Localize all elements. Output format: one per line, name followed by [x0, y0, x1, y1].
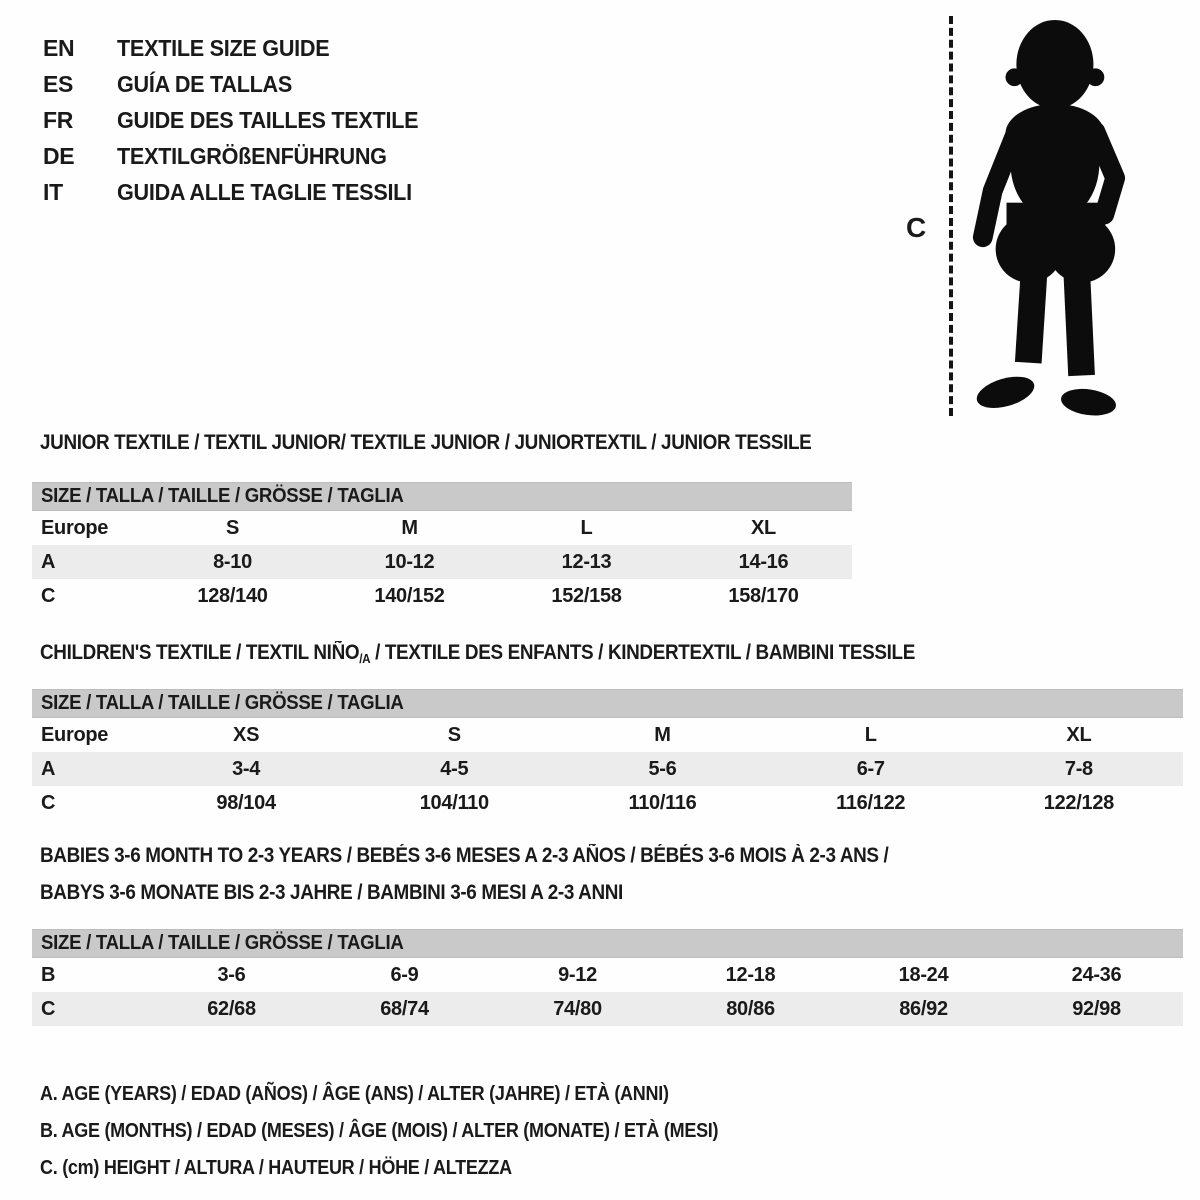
height-measure-label: C [906, 212, 927, 243]
age-cell: 10-12 [384, 550, 435, 573]
height-cell: 128/140 [197, 584, 268, 607]
height-cell: 122/128 [1043, 791, 1114, 814]
legend-line-height-cm: C. (cm) HEIGHT / ALTURA / HAUTEUR / HÖHE / ALTEZZA [40, 1157, 512, 1179]
row-label: C [41, 997, 56, 1020]
height-cell: 110/116 [628, 791, 697, 814]
row-label: A [41, 550, 56, 573]
babies-size-header-bar [32, 929, 1183, 958]
children-title-main: CHILDREN'S TEXTILE / TEXTIL NIÑO [40, 641, 360, 664]
guide-title-fr: GUIDE DES TAILLES TEXTILE [117, 106, 419, 133]
size-header-label: SIZE / TALLA / TAILLE / GRÖSSE / TAGLIA [41, 485, 404, 507]
height-cell: 116/122 [836, 791, 906, 814]
age-cell: 8-10 [213, 550, 252, 573]
language-row-es [43, 66, 438, 102]
language-title-list [43, 30, 438, 210]
row-label: Europe [41, 516, 109, 539]
size-cell: S [447, 723, 461, 746]
language-row-en [43, 30, 438, 66]
size-cell: L [580, 516, 593, 539]
age-cell: 3-4 [232, 757, 261, 780]
months-cell: 3-6 [217, 963, 246, 986]
height-cell: 80/86 [726, 997, 775, 1020]
language-row-de [43, 138, 438, 174]
size-cell: L [864, 723, 877, 746]
months-cell: 18-24 [898, 963, 949, 986]
babies-row-height [32, 992, 1183, 1026]
children-row-height [32, 786, 1183, 820]
months-cell: 6-9 [390, 963, 419, 986]
age-cell: 4-5 [440, 757, 469, 780]
size-cell: M [401, 516, 418, 539]
babies-row-months [32, 958, 1183, 992]
height-cell: 104/110 [419, 791, 489, 814]
size-cell: XS [233, 723, 260, 746]
height-cell: 74/80 [553, 997, 602, 1020]
guide-title-de: TEXTILGRÖßENFÜHRUNG [117, 142, 387, 169]
row-label: A [41, 757, 56, 780]
age-cell: 12-13 [561, 550, 612, 573]
age-cell: 5-6 [648, 757, 677, 780]
babies-section-title-line2: BABYS 3-6 MONATE BIS 2-3 JAHRE / BAMBINI 3-6 MESI A 2-3 ANNI [40, 881, 623, 904]
language-row-fr [43, 102, 438, 138]
row-label: B [41, 963, 56, 986]
guide-title-it: GUIDA ALLE TAGLIE TESSILI [117, 178, 412, 205]
size-header-label: SIZE / TALLA / TAILLE / GRÖSSE / TAGLIA [41, 932, 404, 954]
row-label: C [41, 584, 56, 607]
junior-row-height [32, 579, 852, 613]
children-row-age [32, 752, 1183, 786]
children-size-header-bar [32, 689, 1183, 718]
language-code: ES [43, 70, 74, 97]
language-code: EN [43, 34, 75, 61]
junior-size-header-bar [32, 482, 852, 511]
junior-size-table [32, 482, 852, 613]
language-code: DE [43, 142, 75, 169]
guide-title-es: GUÍA DE TALLAS [117, 70, 293, 97]
size-cell: S [225, 516, 240, 539]
children-size-table [32, 689, 1183, 820]
age-cell: 14-16 [738, 550, 789, 573]
height-cell: 62/68 [207, 997, 256, 1020]
months-cell: 12-18 [725, 963, 776, 986]
language-code: IT [43, 178, 63, 205]
age-cell: 6-7 [856, 757, 885, 780]
height-cell: 152/158 [551, 584, 622, 607]
months-cell: 24-36 [1071, 963, 1122, 986]
height-cell: 92/98 [1072, 997, 1121, 1020]
legend-line-age-years: A. AGE (YEARS) / EDAD (AÑOS) / ÂGE (ANS) / ALTER (JAHRE) / ETÀ (ANNI) [40, 1083, 669, 1105]
height-cell: 68/74 [380, 997, 429, 1020]
months-cell: 9-12 [558, 963, 597, 986]
height-measure-line [949, 16, 953, 416]
children-row-europe [32, 718, 1183, 752]
age-cell: 7-8 [1064, 757, 1093, 780]
children-title-sub: /A [359, 651, 371, 666]
guide-title-en: TEXTILE SIZE GUIDE [117, 34, 330, 61]
height-cell: 86/92 [899, 997, 948, 1020]
row-label: C [41, 791, 56, 814]
junior-row-europe [32, 511, 852, 545]
height-cell: 98/104 [216, 791, 276, 814]
junior-row-age [32, 545, 852, 579]
size-cell: XL [1066, 723, 1092, 746]
junior-section-title: JUNIOR TEXTILE / TEXTIL JUNIOR/ TEXTILE JUNIOR / JUNIORTEXTIL / JUNIOR TESSILE [40, 431, 812, 454]
legend-line-age-months: B. AGE (MONTHS) / EDAD (MESES) / ÂGE (MOIS) / ALTER (MONATE) / ETÀ (MESI) [40, 1120, 719, 1142]
children-title-rest: / TEXTILE DES ENFANTS / KINDERTEXTIL / BAMBINI TESSILE [370, 641, 915, 664]
row-label: Europe [41, 723, 109, 746]
size-cell: M [654, 723, 671, 746]
legend [40, 1076, 794, 1187]
toddler-silhouette-icon [958, 15, 1138, 420]
language-row-it [43, 174, 438, 210]
language-code: FR [43, 106, 74, 133]
babies-size-table [32, 929, 1183, 1026]
height-cell: 140/152 [374, 584, 445, 607]
size-cell: XL [751, 516, 776, 539]
children-section-title [40, 641, 915, 665]
size-header-label: SIZE / TALLA / TAILLE / GRÖSSE / TAGLIA [41, 692, 404, 714]
babies-section-title-line1: BABIES 3-6 MONTH TO 2-3 YEARS / BEBÉS 3-6 MESES A 2-3 AÑOS / BÉBÉS 3-6 MOIS À 2-3 ANS / [40, 844, 889, 867]
height-cell: 158/170 [728, 584, 799, 607]
